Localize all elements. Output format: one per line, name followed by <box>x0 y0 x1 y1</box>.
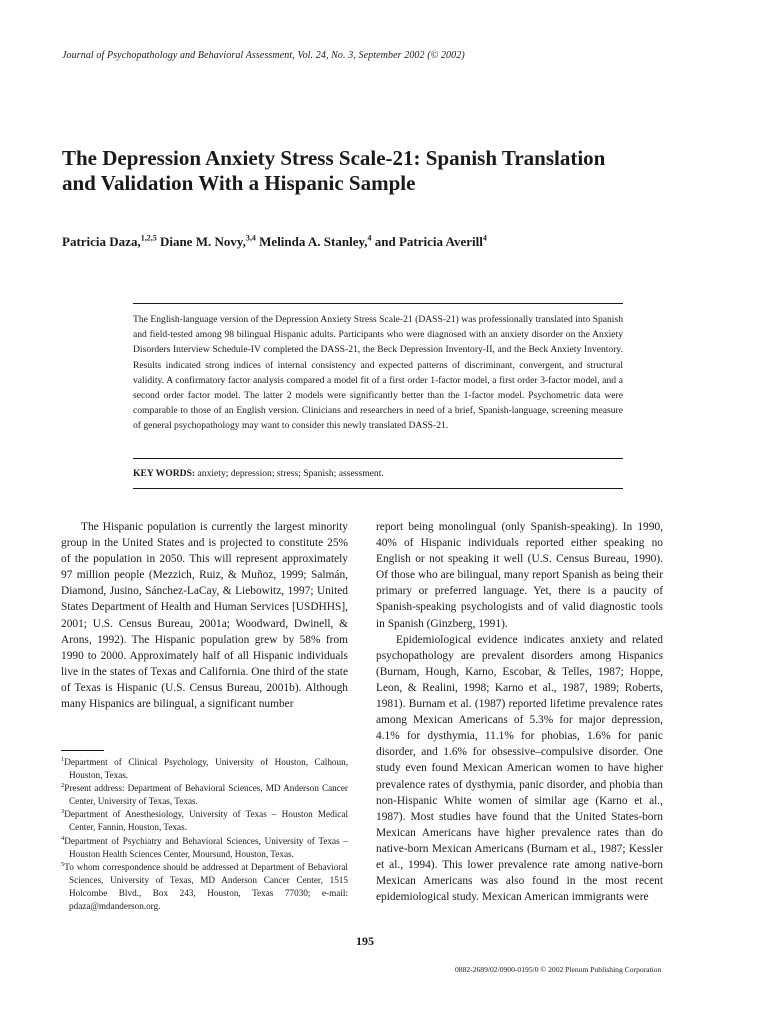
footnotes <box>61 756 348 913</box>
continuation-paragraph: report being monolingual (only Spanish-speaking). In 1990, 40% of Hispanic individuals reported either speaking no English or not speaking it well (U.S. Census Bureau, 1990). Of those who are bilingual, many report Spanish as being their primary or preferred language. Yet, there is a paucity of Spanish-speaking psychologists and of valid diagnostic tools in Spanish (Ginzberg, 1991). <box>376 521 663 630</box>
right-column <box>376 519 663 905</box>
left-column <box>61 519 348 712</box>
footnote-3: $^3$Department of Anesthesiology, University of Texas – Houston Medical Center, Fannin, Houston, Texas. <box>61 808 348 833</box>
author-2: Diane M. Novy,$^{3,4}$ <box>159 233 256 249</box>
keywords <box>133 468 384 479</box>
article-title <box>62 146 702 196</box>
footnote-2: $^2$Present address: Department of Behavioral Sciences, MD Anderson Cancer Center, University of Texas, Texas. <box>61 782 348 807</box>
copyright-line: 0882-2689/02/0900-0195/0 © 2002 Plenum Publishing Corporation <box>455 965 662 974</box>
journal-citation: Journal of Psychopathology and Behavioral Assessment, Vol. 24, No. 3, September 2002 (© 2002) <box>62 50 465 61</box>
abstract: The English-language version of the Depression Anxiety Stress Scale-21 (DASS-21) was professionally translated into Spanish and field-tested among 98 bilingual Hispanic adults. Participants who were diagnosed with an anxiety disorder on the Anxiety Disorders Interview Schedule-IV completed the DASS-21, the Beck Depression Inventory-II, and the Beck Anxiety Inventory. Results indicated strong indices of internal consistency and expected patterns of discriminant, convergent, and structural validity. A confirmatory factor analysis compared a model fit of a first order 1-factor model, a first order 3-factor model, and a second order factor model. The latter 2 models were significantly better than the 1-factor model. Psychometric data were comparable to those of an English version. Clinicians and researchers in need of a brief, Spanish-language, screening measure of general psychopathology may want to consider this newly translated DASS-21. <box>133 314 623 432</box>
author-4: and Patricia Averill$^4$ <box>374 233 487 249</box>
abstract-top-rule <box>133 303 623 304</box>
author-list <box>62 234 487 250</box>
footnote-5: $^5$To whom correspondence should be addressed at Department of Behavioral Sciences, University of Texas, MD Anderson Cancer Center, 1515 Holcombe Blvd., Box 243, Houston, Texas 77030; e-mail: pdaza@mdanderson.org. <box>61 860 348 912</box>
title-line-1: The Depression Anxiety Stress Scale-21: Spanish Translation <box>62 146 606 170</box>
page-number: 195 <box>356 934 374 948</box>
intro-paragraph: The Hispanic population is currently the largest minority group in the United States and is projected to constitute 25% of the population in 2050. This will represent approximately 97 million people (Mezzich, Ruiz, & Muñoz, 1999; Salmán, Diamond, Jusino, Sánchez-LaCay, & Liebowitz, 1997; United States Department of Health and Human Services [USDHHS], 2001; U.S. Census Bureau, 2001a; Woodward, Dwinell, & Arons, 1992). The Hispanic population grew by 58% from 1990 to 2000. Approximately half of all Hispanic individuals live in the states of Texas and California. One third of the state of Texas is Hispanic (U.S. Census Bureau, 2001b). Although many Hispanics are bilingual, a significant number <box>61 521 348 711</box>
author-1: Patricia Daza,$^{1,2,5}$ <box>62 233 157 249</box>
author-3: Melinda A. Stanley,$^4$ <box>259 233 372 249</box>
keywords-bottom-rule <box>133 488 623 489</box>
title-line-2: and Validation With a Hispanic Sample <box>62 171 416 195</box>
epidemiology-paragraph: Epidemiological evidence indicates anxiety and related psychopathology are prevalent disorders among Hispanics (Burnam, Hough, Karno, Escobar, & Telles, 1987; Hoppe, Leon, & Realini, 1998; Karno et al., 1987, 1989; Roberts, 1981). Burnam et al. (1987) reported lifetime prevalence rates among Mexican Americans of 5.3% for major depression, 4.1% for dysthymia, 11.1% for phobias, 1.6% for panic disorder, and 1.6% for obsessive–compulsive disorder. One study even found Mexican American women to have higher prevalence rates of dysthymia, panic disorder, and phobia than non-Hispanic White women of similar age (Karno et al., 1987). Most studies have found that the United States-born Mexican Americans have higher prevalence rates than do native-born Mexican Americans (Burnam et al., 1987; Kessler et al., 1994). This lower prevalence rate among native-born Mexican Americans was also found in the most recent epidemiological study. Mexican American immigrants were <box>376 633 663 904</box>
keywords-label: KEY WORDS: <box>133 468 196 479</box>
footnote-1: $^1$Department of Clinical Psychology, University of Houston, Calhoun, Houston, Texas. <box>61 755 348 781</box>
keywords-text: anxiety; depression; stress; Spanish; assessment. <box>197 468 384 479</box>
footnote-rule <box>61 750 104 751</box>
footnote-4: $^4$Department of Psychiatry and Behavioral Sciences, University of Texas – Houston Health Sciences Center, Moursund, Houston, Texas. <box>61 834 348 859</box>
abstract-bottom-rule <box>133 458 623 459</box>
